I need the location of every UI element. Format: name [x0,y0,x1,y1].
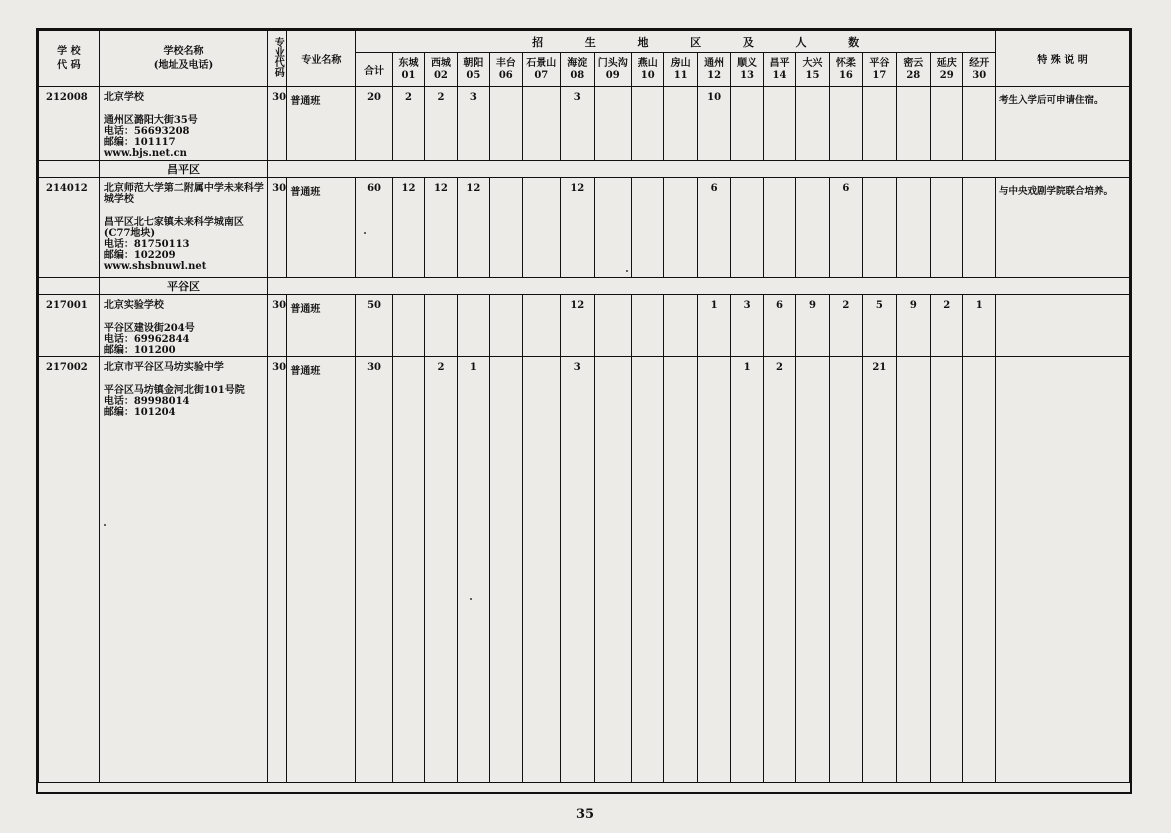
header-district [931,53,963,87]
school-address-line: 邮编：102209 [103,250,176,261]
header-district [664,53,697,87]
school-info [99,295,267,357]
school-address-line: 平谷区马坊镇金河北街101号院 [103,385,245,396]
district-count [763,178,795,278]
header-major-code: 专业代码 [268,31,287,87]
district-code: 11 [673,69,688,81]
district-count [490,295,522,357]
school-address-line: 电话：89998014 [103,396,190,407]
header-school-code: 学 校 代 码 [39,31,100,87]
table-row [39,178,1130,278]
district-code: 16 [838,69,853,81]
district-count: 3 [561,357,594,783]
district-count: 6 [829,178,862,278]
district-name: 东城 [398,57,419,69]
district-count [796,87,829,161]
district-count [457,295,489,357]
district-count [796,357,829,783]
header-district [457,53,489,87]
district-code: 06 [498,69,513,81]
header-school-name: 学校名称 (地址及电话) [99,31,267,87]
school-address-block [104,115,264,159]
district-count: 3 [561,87,594,161]
header-district [963,53,996,87]
district-count: 9 [796,295,829,357]
total-count: 50 [356,295,392,357]
major-code: 30 [268,87,287,161]
district-count [697,357,730,783]
district-count: 2 [763,357,795,783]
header-district [392,53,424,87]
district-count: 2 [931,295,963,357]
district-code: 13 [740,69,755,81]
region-title-chars [356,34,995,50]
district-name: 燕山 [637,57,658,69]
district-code: 14 [772,69,787,81]
district-count: 3 [731,295,763,357]
district-code: 01 [401,69,416,81]
district-code: 12 [707,69,722,81]
header-district [425,53,457,87]
district-count [963,357,996,783]
district-name: 昌平 [769,57,790,69]
special-note [996,357,1130,783]
region-empty-cell [268,278,1130,295]
region-title-char: 生 [584,35,600,49]
district-count [863,87,896,161]
region-title-char: 地 [637,35,653,49]
district-count: 12 [392,178,424,278]
major-name: 普通班 [287,357,356,783]
table-row [39,295,1130,357]
district-count [425,295,457,357]
district-name: 通州 [704,57,725,69]
district-code: 15 [805,69,820,81]
school-address-line: 电话：81750113 [103,239,190,250]
major-code: 30 [268,178,287,278]
district-count [490,87,522,161]
district-count [863,178,896,278]
school-address-block [104,385,264,418]
district-count: 10 [697,87,730,161]
total-count: 30 [356,357,392,783]
district-name: 门头沟 [597,57,628,69]
district-count: 3 [457,87,489,161]
district-count [664,357,697,783]
district-count [829,87,862,161]
district-count [963,178,996,278]
district-count [664,178,697,278]
region-title-char: 人 [795,35,811,49]
district-code: 08 [570,69,585,81]
district-name: 西城 [430,57,451,69]
school-code: 217001 [39,295,100,357]
region-label: 平谷区 [99,278,267,295]
district-count [594,295,632,357]
district-name: 怀柔 [835,57,856,69]
school-name: 北京学校 [103,92,144,103]
special-note: 与中央戏剧学院联合培养。 [996,178,1130,278]
district-count: 12 [561,178,594,278]
region-empty-cell [39,278,100,295]
school-address-line: 邮编：101117 [103,137,176,148]
header-district [731,53,763,87]
scan-speck [104,524,106,526]
district-count [522,357,561,783]
major-code: 30 [268,295,287,357]
school-address-line: 邮编：101200 [103,345,176,356]
district-count: 12 [561,295,594,357]
district-name: 大兴 [802,57,823,69]
school-address-block [104,217,264,272]
major-code: 30 [268,357,287,783]
district-count [522,295,561,357]
header-note: 特 殊 说 明 [996,31,1130,87]
district-count: 1 [731,357,763,783]
district-count: 2 [425,357,457,783]
district-code: 02 [433,69,448,81]
district-code: 29 [939,69,954,81]
school-address-line: 邮编：101204 [103,407,176,418]
major-name: 普通班 [287,87,356,161]
page-number: 35 [576,807,595,822]
district-count [963,87,996,161]
school-info [99,87,267,161]
region-title-char: 及 [742,35,758,49]
district-name: 平谷 [869,57,890,69]
district-count: 2 [425,87,457,161]
school-name: 北京市平谷区马坊实验中学 [103,362,224,373]
school-address-line: 电话：56693208 [103,126,190,137]
district-count [392,357,424,783]
special-note: 考生入学后可申请住宿。 [996,87,1130,161]
district-count: 21 [863,357,896,783]
header-major-name: 专业名称 [287,31,356,87]
district-count [796,178,829,278]
district-count: 6 [763,295,795,357]
header-district [561,53,594,87]
district-count [931,357,963,783]
school-address-line: 平谷区建设街204号 [103,323,195,334]
header-district [763,53,795,87]
total-count: 60 [356,178,392,278]
school-info [99,357,267,783]
district-count [829,357,862,783]
region-label: 昌平区 [99,161,267,178]
school-code: 217002 [39,357,100,783]
district-code: 30 [972,69,987,81]
enrollment-table-sheet [36,28,1132,794]
school-address-line: 通州区潞阳大街35号 [103,115,198,126]
total-count: 20 [356,87,392,161]
major-name: 普通班 [287,178,356,278]
scan-speck [626,270,628,272]
district-count [632,295,664,357]
district-code: 07 [534,69,549,81]
district-count: 2 [829,295,862,357]
district-count [931,87,963,161]
district-count [594,357,632,783]
region-title-char: 数 [848,35,864,49]
district-name: 丰台 [495,57,516,69]
district-count: 12 [425,178,457,278]
region-empty-cell [39,161,100,178]
scan-speck [470,598,472,600]
district-count [731,87,763,161]
school-address-block [104,323,264,356]
district-name: 房山 [670,57,691,69]
region-title-char: 区 [690,35,706,49]
district-name: 石景山 [526,57,557,69]
school-address-line: www.bjs.net.cn [103,148,187,159]
district-name: 经开 [969,57,990,69]
district-count: 1 [963,295,996,357]
scan-speck [364,232,366,234]
region-row [39,278,1130,295]
district-name: 延庆 [936,57,957,69]
header-district [522,53,561,87]
region-row [39,161,1130,178]
district-name: 海淀 [567,57,588,69]
district-count [664,295,697,357]
district-count: 1 [457,357,489,783]
district-count: 6 [697,178,730,278]
region-title-char: 招 [532,35,548,49]
district-count [931,178,963,278]
region-empty-cell [268,161,1130,178]
major-name: 普通班 [287,295,356,357]
school-address-line: 昌平区北七家镇未来科学城南区(C77地块) [103,217,244,239]
special-note [996,295,1130,357]
header-district [896,53,930,87]
header-district [490,53,522,87]
district-count [594,87,632,161]
header-district [594,53,632,87]
district-count [632,178,664,278]
district-count [522,178,561,278]
district-count: 2 [392,87,424,161]
district-code: 17 [872,69,887,81]
district-count [522,87,561,161]
school-info [99,178,267,278]
district-count [731,178,763,278]
district-code: 28 [906,69,921,81]
header-district [829,53,862,87]
district-code: 09 [605,69,620,81]
district-count [392,295,424,357]
school-name: 北京师范大学第二附属中学未来科学城学校 [103,183,264,205]
district-count [490,178,522,278]
district-count [896,87,930,161]
table-row [39,87,1130,161]
school-address-line: 电话：69962844 [103,334,190,345]
district-count [896,178,930,278]
school-name: 北京实验学校 [103,300,164,311]
district-code: 10 [640,69,655,81]
table-row [39,357,1130,783]
header-district [697,53,730,87]
district-name: 顺义 [737,57,758,69]
district-count: 9 [896,295,930,357]
district-count: 5 [863,295,896,357]
header-region-title [356,31,996,53]
header-district [796,53,829,87]
district-count: 1 [697,295,730,357]
school-code: 212008 [39,87,100,161]
header-total: 合计 [356,53,392,87]
enrollment-table [38,30,1130,783]
district-count [632,357,664,783]
district-count [896,357,930,783]
school-address-line: www.shsbnuwl.net [103,261,207,272]
school-code: 214012 [39,178,100,278]
district-name: 朝阳 [463,57,484,69]
district-count [594,178,632,278]
district-name: 密云 [903,57,924,69]
district-count [763,87,795,161]
district-count [664,87,697,161]
district-count [490,357,522,783]
header-district [632,53,664,87]
header-district [863,53,896,87]
district-count [632,87,664,161]
district-code: 05 [466,69,481,81]
district-count: 12 [457,178,489,278]
